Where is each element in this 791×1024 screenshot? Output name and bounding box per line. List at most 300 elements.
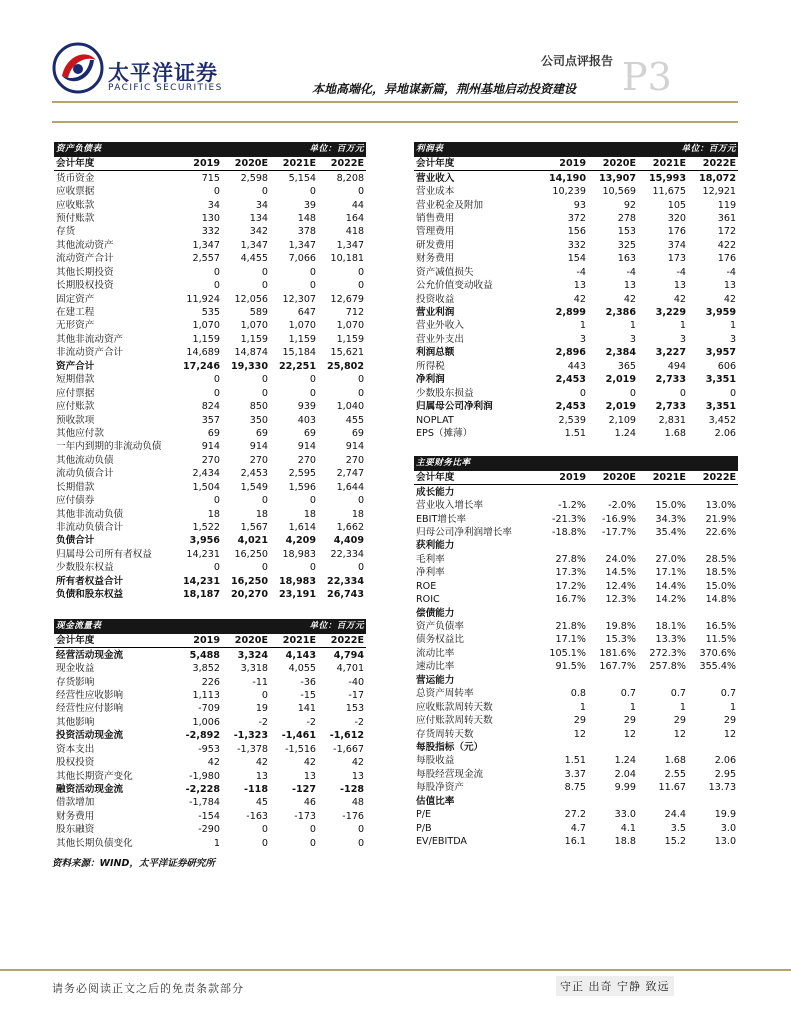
cell-value: 153 [617,226,637,238]
cell-value: 0 [213,562,220,574]
cell-value: 1.24 [614,427,637,439]
cell-value: 17.2% [555,580,586,592]
cell-value: 13.73 [708,782,737,794]
cell-value: 2,453 [555,374,586,386]
row-label: 预付账款 [56,212,95,224]
table-row [414,687,738,700]
table-row-emphasis [414,674,738,687]
cell-value: 0 [309,495,317,507]
cell-value: -1,612 [329,730,365,742]
cell-value: 18.1% [655,621,686,633]
cell-value: 3,957 [705,347,737,359]
cell-value [538,741,588,754]
table-row [414,700,738,713]
table-row [414,821,738,834]
table-header-row [414,471,738,485]
row-label: 流动负债合计 [56,468,114,480]
row-label: 长期股权投资 [56,280,114,292]
cell-value: 443 [567,360,586,372]
cell-value: 1,347 [288,239,317,251]
cell-value: 712 [345,307,365,319]
cell-value: 15,184 [282,347,317,359]
cell-value: 25,802 [327,360,365,372]
cell-value: 1.24 [614,755,636,767]
table-row-emphasis [54,360,366,373]
cell-value: 1,596 [288,481,317,493]
cell-value: 1 [629,701,636,713]
cell-value: 0 [579,387,586,399]
cell-value: 4,701 [336,663,365,675]
cell-value: 3.0 [720,822,737,834]
cell-value: 15.0% [705,580,737,592]
cell-value: 270 [297,454,317,466]
cell-value: 13 [351,770,365,782]
row-label: 成长能力 [416,486,455,498]
cell-value: -1,378 [237,743,269,755]
cell-value: -290 [198,824,220,836]
table-row [414,499,738,512]
cell-value: 320 [667,212,687,224]
table-unit: 单位：百万元 [270,619,366,634]
cell-value: 14.5% [605,567,636,579]
table-row [54,212,366,225]
cell-value [538,539,588,552]
cell-value: 45 [255,797,269,809]
cell-value [688,674,738,687]
column-header: 2021E [638,157,688,171]
column-header: 2019 [538,157,588,171]
cell-value: 18 [207,508,220,520]
cell-value: 42 [351,757,365,769]
row-label: 营业利润 [416,307,455,319]
table-row [414,252,738,265]
cell-value: 1,522 [192,522,220,534]
cell-value: 4,209 [285,535,317,547]
row-label: 速动比率 [416,661,455,673]
row-label: 利润总额 [416,347,455,359]
cell-value: 22,334 [330,548,365,560]
cell-value: 29 [573,715,586,727]
cell-value: -2 [258,716,269,728]
cell-value: 0.7 [720,688,737,700]
cell-value: 3 [629,333,637,345]
cell-value: 18 [351,508,365,520]
cell-value: 69 [207,427,220,439]
cell-value: -15 [300,689,317,701]
cell-value: 69 [255,427,269,439]
cell-value: 4,021 [237,535,269,547]
row-label: 每股净资产 [416,782,464,794]
cell-value: 14.4% [655,580,686,592]
table-row [414,292,738,305]
cell-value: 1,070 [336,320,365,332]
cell-value: 11.67 [658,782,686,794]
cell-value: 0 [261,266,269,278]
table-row [54,198,366,211]
row-label: 其他流动负债 [56,454,114,466]
table-row [414,660,738,673]
cell-value: 272.3% [649,647,686,659]
column-header: 会计年度 [54,157,174,171]
cell-value: 0 [679,387,687,399]
cell-value: 278 [617,212,637,224]
cell-value: 19.8% [605,621,636,633]
cell-value [538,795,588,808]
cell-value: 153 [345,703,365,715]
table-row [414,319,738,332]
table-row [54,689,366,702]
disclaimer-note: 请务必阅读正文之后的免责条款部分 [52,982,244,995]
cell-value: 2,598 [240,172,269,184]
column-header: 2020E [222,157,270,171]
table-row [54,837,366,850]
cell-value [638,741,688,754]
cell-value: 1,567 [240,522,269,534]
cell-value: 27.0% [655,553,686,565]
data-source-note: 资料来源：WIND，太平洋证券研究所 [52,858,215,869]
cell-value: 2,453 [555,401,586,413]
cell-value: 403 [297,414,317,426]
row-label: 货币资金 [56,172,95,184]
cell-value [588,539,638,552]
cell-value: 939 [297,401,317,413]
cell-value [688,485,738,499]
table-row [54,292,366,305]
row-label: 销售费用 [416,212,455,224]
row-label: EV/EBITDA [416,836,467,848]
table-title-bar [54,619,366,634]
cell-value: 1,040 [336,401,365,413]
row-label: EPS（摊薄） [416,427,473,439]
table-row [414,386,738,399]
row-label: 股东融资 [56,824,95,836]
cell-value [638,539,688,552]
table-row [54,561,366,574]
cell-value: 257.8% [649,661,686,673]
cell-value: 156 [567,226,586,238]
table-row-emphasis [414,741,738,754]
cell-value: 0 [213,186,220,198]
cell-value: 1.51 [564,755,586,767]
row-label: 营业外收入 [416,320,464,332]
cell-value: 29 [723,715,737,727]
row-label: 营业收入 [416,172,455,184]
cell-value: 12.4% [605,580,636,592]
table-row-emphasis [54,588,366,601]
row-label: 公允价值变动收益 [416,280,493,292]
table-row [54,467,366,480]
cell-value: -1.2% [558,500,586,512]
table-row [414,427,738,440]
row-label: 所有者权益合计 [56,575,124,587]
cell-value: 2,434 [192,468,220,480]
row-label: 存货周转天数 [416,728,474,740]
table-row [54,346,366,359]
cell-value: 0 [261,387,269,399]
cell-value: 0 [213,374,220,386]
cell-value [588,741,638,754]
header-rule [52,101,738,103]
column-header: 2022E [318,634,366,648]
cell-value: 1 [729,701,737,713]
cell-value: 2,557 [192,253,220,265]
row-label: P/E [416,809,432,821]
table-row-emphasis [414,306,738,319]
cell-value: 0 [309,186,317,198]
cell-value: 342 [249,226,269,238]
cell-value: 119 [717,199,737,211]
table-row [54,507,366,520]
cell-value: 0 [357,495,365,507]
cell-value: 14,874 [234,347,269,359]
column-header: 2022E [318,157,366,171]
cell-value: 372 [567,212,586,224]
table-row [54,481,366,494]
cell-value: 455 [345,414,365,426]
table-row [54,743,366,756]
cell-value: 2.55 [664,768,686,780]
table-row [414,413,738,426]
cell-value: 18 [303,508,317,520]
row-label: 资产合计 [56,360,95,372]
report-title: 本地高端化，异地谋新篇，荆州基地启动投资建设 [312,82,577,96]
table-row-emphasis [414,539,738,552]
row-label: 偿债能力 [416,607,455,619]
cell-value: 13.0% [705,500,737,512]
table-row-emphasis [54,783,366,796]
table-row-emphasis [414,400,738,413]
cell-value: 0 [309,562,317,574]
row-label: 股权投资 [56,757,95,769]
table-row [414,835,738,848]
cell-value: 21.9% [705,513,737,525]
table-row [54,454,366,467]
cell-value: 1 [679,701,686,713]
cell-value: 69 [351,427,365,439]
table-row [414,225,738,238]
row-label: 资产负债率 [416,621,464,633]
row-label: 流动比率 [416,647,455,659]
cell-value: 13 [623,280,637,292]
cell-value: 12,307 [282,293,317,305]
table-row [414,714,738,727]
cell-value: 16.5% [705,621,737,633]
cell-value: 3,956 [189,535,220,547]
cell-value: 163 [617,253,637,265]
cell-value: 0 [357,824,365,836]
row-label: 应收账款周转天数 [416,701,493,713]
cell-value: 42 [303,757,317,769]
cell-value: 2,384 [605,347,637,359]
cell-value: -4 [726,266,737,278]
cell-value [638,485,688,499]
table-row [54,662,366,675]
balance-sheet-table [54,142,366,601]
cell-value: 16.1 [564,836,586,848]
column-header: 会计年度 [54,634,174,648]
cell-value: -17.7% [602,526,636,538]
table-title: 利润表 [414,142,638,157]
cell-value: 105 [667,199,687,211]
cell-value: 0 [357,186,365,198]
cell-value: 914 [201,441,220,453]
cell-value: 422 [717,239,737,251]
cell-value: 355.4% [699,661,737,673]
cell-value: 2.95 [714,768,737,780]
table-row [414,526,738,539]
table-row [54,266,366,279]
cell-value: 172 [717,226,737,238]
table-row-emphasis [54,729,366,742]
table-row-emphasis [54,648,366,662]
cell-value: -4 [626,266,637,278]
cell-value: 141 [297,703,317,715]
cell-value: 418 [345,226,365,238]
cell-value: 181.6% [599,647,636,659]
cell-value: 374 [667,239,687,251]
cell-value: 4,455 [240,253,269,265]
cell-value: 21.8% [555,621,586,633]
row-label: 一年内到期的非流动负债 [56,441,162,453]
row-label: 净利润 [416,374,445,386]
cell-value: 33.0 [614,809,636,821]
cell-value: 325 [617,239,637,251]
column-header: 2022E [688,471,738,485]
cell-value: 0 [261,186,269,198]
row-label: 归母公司净利润增长率 [416,526,512,538]
cell-value: 1 [629,320,637,332]
cell-value: 647 [297,307,317,319]
cell-value: -1,461 [281,730,317,742]
cell-value: 370.6% [699,647,737,659]
cell-value: 130 [201,212,220,224]
cell-value: 3 [679,333,687,345]
cell-value [688,741,738,754]
cell-value [538,606,588,619]
table-row [414,279,738,292]
row-label: 负债合计 [56,535,95,547]
cell-value: 0 [309,387,317,399]
cell-value: 92 [623,199,637,211]
row-label: 每股经营现金流 [416,768,484,780]
cell-value: 2,595 [288,468,317,480]
cell-value [538,674,588,687]
table-row-emphasis [414,795,738,808]
row-label: 非流动资产合计 [56,347,124,359]
table-row [54,413,366,426]
row-label: 应付债券 [56,495,95,507]
row-label: 其他影响 [56,716,95,728]
cell-value: 5,488 [189,649,220,661]
cell-value: -2 [354,716,365,728]
cell-value: 914 [297,441,317,453]
column-header: 2020E [588,471,638,485]
table-row-emphasis [414,485,738,499]
table-row [54,702,366,715]
row-label: 应付账款周转天数 [416,715,493,727]
cell-value: 16,250 [231,575,269,587]
cell-value: 17,246 [182,360,220,372]
cell-value: 3 [729,333,737,345]
cell-value: 850 [249,401,269,413]
cell-value: 1,549 [240,481,269,493]
table-row [414,566,738,579]
column-header: 2019 [174,157,222,171]
column-header: 2021E [638,471,688,485]
cell-value: 13 [303,770,317,782]
table-row [54,823,366,836]
cell-value: 0 [357,837,365,849]
row-label: P/B [416,822,432,834]
cell-value: -176 [342,810,365,822]
table-row [414,333,738,346]
cell-value: 606 [717,360,737,372]
cell-value: 17.3% [555,567,586,579]
cell-value: -163 [246,810,269,822]
cell-value: 15.0% [655,500,686,512]
cell-value: 3,852 [192,663,220,675]
cell-value: 3,227 [655,347,687,359]
table-title-bar [54,142,366,157]
cell-value: 11.5% [705,634,737,646]
brand-name-cn: 太平洋证券 [108,61,218,85]
cell-value: 15.3% [605,634,636,646]
row-label: 每股收益 [416,755,455,767]
row-label: ROE [416,580,437,592]
cell-value: 24.0% [605,553,636,565]
cell-value: 12 [573,728,586,740]
cell-value: 13 [255,770,269,782]
table-row [414,512,738,525]
cell-value: 0 [357,280,365,292]
cell-value: 167.7% [599,661,636,673]
cell-value: 4.1 [620,822,636,834]
cell-value: 0 [729,387,737,399]
cell-value: -173 [294,810,317,822]
cell-value: 0 [261,280,269,292]
cell-value: 1,347 [192,239,220,251]
cell-value: 12 [723,728,737,740]
cell-value: -40 [348,676,365,688]
cell-value: 0 [261,837,269,849]
cell-value: 18,983 [282,548,317,560]
cell-value: 9.99 [614,782,636,794]
table-row [54,171,366,185]
cell-value: 48 [351,797,365,809]
row-label: 营业外支出 [416,333,464,345]
row-label: 现金收益 [56,663,95,675]
cell-value: 3,351 [705,401,737,413]
cell-value: 12.3% [605,594,636,606]
cell-value: 12,679 [330,293,365,305]
cell-value: -953 [198,743,220,755]
table-header-row [54,634,366,648]
cell-value: 332 [201,226,220,238]
cell-value: 18.8 [614,836,636,848]
row-label: 融资活动现金流 [56,784,124,796]
cell-value: -2,892 [185,730,220,742]
table-row [414,212,738,225]
row-label: 应收账款 [56,199,95,211]
pacific-securities-logo-icon [52,42,104,94]
cell-value: 18,072 [699,172,737,184]
cell-value: 0 [357,374,365,386]
cell-value: 35.4% [655,526,686,538]
table-row [54,386,366,399]
cell-value: 11,924 [186,293,220,305]
cell-value: 3,318 [240,663,269,675]
cell-value: 148 [297,212,317,224]
